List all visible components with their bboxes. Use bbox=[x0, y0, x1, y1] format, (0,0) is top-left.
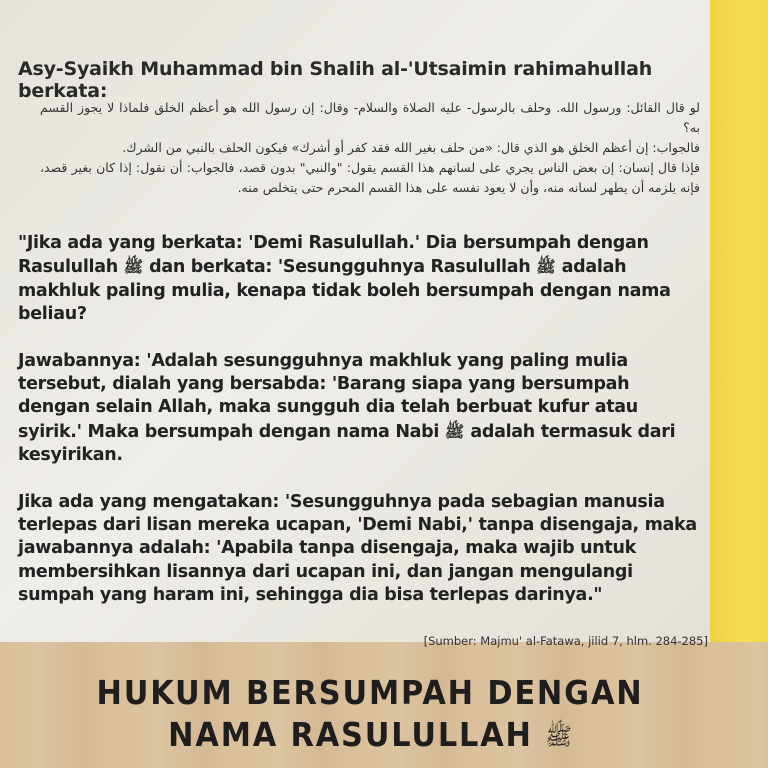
paragraph-unintentional: Jika ada yang mengatakan: 'Sesungguhnya pada sebagian manusia terlepas dari lisan mereka ucapan, 'Demi Nabi,' tanpa disengaja, maka jawabannya adalah: 'Apabila tanpa disengaja, maka wajib untuk membersihkan lisannya dari ucapan ini, dan jangan mengulangi sumpah yang haram ini, sehingga dia bisa terlepas darinya." bbox=[18, 491, 697, 606]
source-citation: [Sumber: Majmu' al-Fatawa, jilid 7, hlm. 284-285] bbox=[423, 634, 708, 648]
arabic-line-3: فإذا قال إنسان: إن بعض الناس يجري على لسانهم هذا القسم يقول: "والنبي" بدون قصد، فالجواب: أن نقول: إذا كان بغير قصد، فإنه يلزمه أن يطهر لسانه منه، وأن لا يعود نفسه على هذا القسم المحرم حتى يتخلص منه. bbox=[40, 160, 700, 195]
quote-heading: Asy-Syaikh Muhammad bin Shalih al-'Utsaimin rahimahullah berkata: bbox=[18, 58, 653, 102]
title-line-2-text: NAMA RASULULLAH bbox=[168, 715, 533, 754]
paragraph-question-part-3: adalah makhluk paling mulia, kenapa tidak boleh bersumpah dengan nama beliau? bbox=[18, 257, 671, 325]
title-line-1: HUKUM BERSUMPAH DENGAN bbox=[96, 673, 644, 712]
arabic-line-1: لو قال القائل: ورسول الله. وحلف بالرسول- عليه الصلاة والسلام- وقال: إن رسول الله هو أعظم الخلق فلماذا لا يجوز القسم به؟ bbox=[40, 100, 700, 135]
translation-text bbox=[18, 232, 698, 631]
paragraph-answer bbox=[18, 350, 698, 468]
yellow-side-band bbox=[710, 0, 768, 652]
page-title bbox=[30, 672, 711, 758]
title-line-2 bbox=[30, 714, 711, 758]
paragraph-question-part-2: dan berkata: 'Sesungguhnya Rasulullah bbox=[149, 257, 531, 278]
salawat-symbol: ﷺ bbox=[444, 421, 465, 441]
paragraph-answer-part-1: Jawabannya: 'Adalah sesungguhnya makhluk yang paling mulia tersebut, dialah yang bersabda: 'Barang siapa yang bersumpah dengan selain Allah, maka sungguh dia telah berbuat kufur atau syirik.' Maka bersumpah dengan nama Nabi bbox=[18, 350, 638, 442]
salawat-symbol: ﷺ bbox=[536, 257, 556, 277]
salawat-symbol: ﷺ bbox=[545, 722, 572, 751]
paragraph-question bbox=[18, 232, 698, 327]
arabic-line-2: فالجواب: إن أعظم الخلق هو الذي قال: «من حلف بغير الله فقد كفر أو أشرك» فيكون الحلف بالنبي من الشرك. bbox=[122, 140, 700, 155]
arabic-text bbox=[40, 98, 700, 198]
paragraph-answer-part-2: adalah termasuk dari kesyirikan. bbox=[18, 421, 676, 466]
salawat-symbol: ﷺ bbox=[123, 257, 144, 277]
paragraph-question-part-1: "Jika ada yang berkata: 'Demi Rasulullah.' Dia bersumpah dengan Rasulullah bbox=[18, 233, 649, 278]
